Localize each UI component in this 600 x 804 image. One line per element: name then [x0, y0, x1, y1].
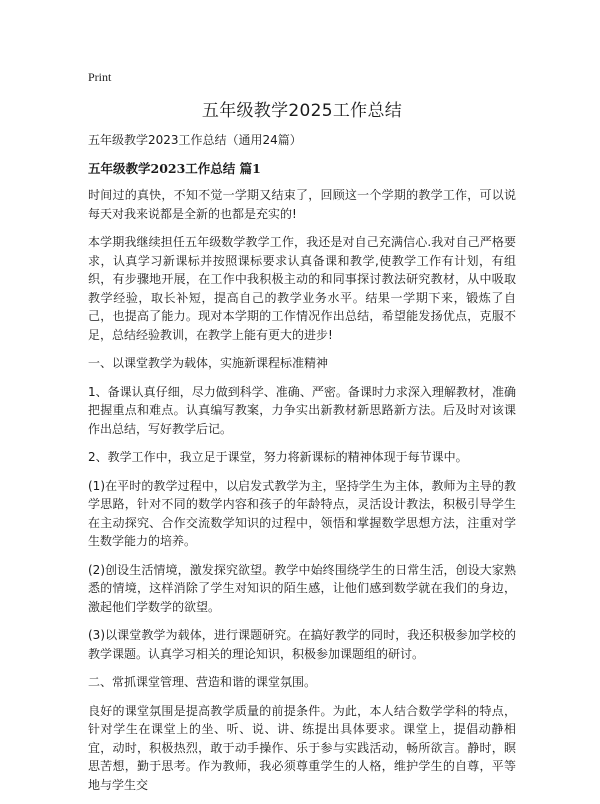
paragraph-summary: 本学期我继续担任五年级数学教学工作，我还是对自己充满信心.我对自己严格要求，认真学习新课标并按照课标要求认真备课和教学,使教学工作有计划，有组织，有步骤地开展，在工作中我积极主动的和同事探讨教法研究教材，从中吸取教学经验，取长补短，提高自己的教学业务水平。结果一学期下来，锻炼了自己，也提高了能力。现对本学期的工作情况作出总结，希望能发扬优点，克服不足，总结经验教训，在教学上能有更大的进步!	[88, 235, 516, 342]
paragraph-sub-3: (3)以课堂教学为载体，进行课题研究。在搞好教学的同时，我还积极参加学校的教学课题。认真学习相关的理论知识，积极参加课题组的研讨。	[88, 628, 516, 661]
page-title: 五年级教学2025工作总结	[201, 101, 403, 121]
paragraph-item-1: 1、备课认真仔细，尽力做到科学、准确、严密。备课时力求深入理解教材，准确把握重点和难点。认真编写教案，力争实出新教材新思路新方法。后及时对该课作出总结，写好教学后记。	[88, 384, 516, 436]
paragraph-heading-two: 二、常抓课堂管理、营造和谐的课堂氛围。	[88, 675, 317, 689]
paragraph-intro: 时间过的真快，不知不觉一学期又结束了，回顾这一个学期的教学工作，可以说每天对我来说都是全新的也都是充实的!	[88, 188, 516, 221]
paragraph-classroom: 良好的课堂氛围是提高教学质量的前提条件。为此，本人结合数学学科的特点，针对学生在课堂上的坐、听、说、讲、练提出具体要求。课堂上，提倡动静相宜，动时，积极热烈，敢于动手操作、乐于参与实践活动，畅所欲言。静时，瞑思苦想，勤于思考。作为教师，我必须尊重学生的人格，维护学生的自尊，平等地与学生交	[88, 703, 516, 792]
paragraph-heading-one: 一、以课堂教学为载体，实施新课程标准精神	[88, 356, 329, 370]
paragraph-sub-2: (2)创设生活情境，激发探究欲望。教学中始终围绕学生的日常生活，创设大家熟悉的情境，这样消除了学生对知识的陌生感，让他们感到数学就在我们的身边，激起他们学数学的欲望。	[88, 562, 516, 614]
paragraph-sub-1: (1)在平时的教学过程中，以启发式教学为主，坚持学生为主体，教师为主导的教学思路，针对不同的数学内容和孩子的年龄特点，灵活设计教法，积极引导学生在主动探究、合作交流数学知识的过程中，领悟和掌握数学思想方法，注重对学生数学能力的培养。	[88, 478, 516, 548]
document-subtitle: 五年级教学2023工作总结（通用24篇）	[88, 133, 302, 147]
document-body	[88, 186, 516, 804]
print-link[interactable]: Print	[88, 70, 112, 84]
paragraph-item-2: 2、教学工作中，我立足于课堂，努力将新课标的精神体现于每节课中。	[88, 450, 468, 464]
section-heading: 五年级教学2023工作总结 篇1	[88, 161, 261, 176]
